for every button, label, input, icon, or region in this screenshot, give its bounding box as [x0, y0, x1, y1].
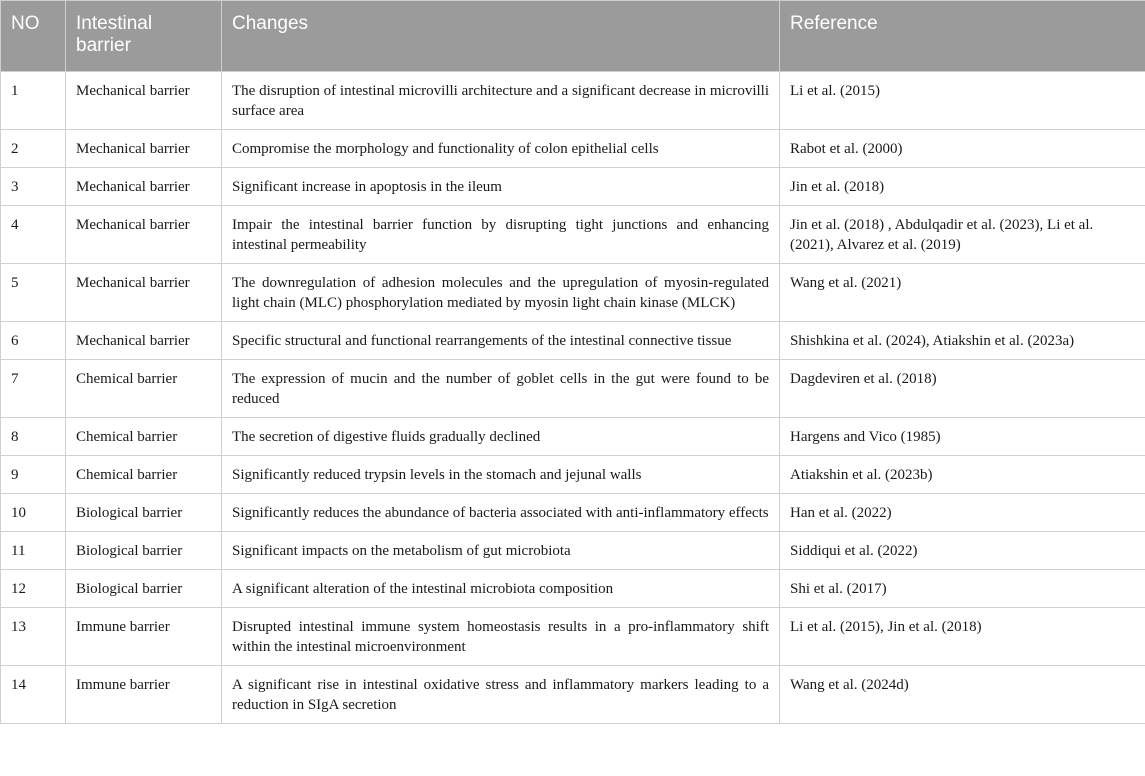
- cell-changes: Compromise the morphology and functionality of colon epithelial cells: [222, 130, 780, 168]
- cell-barrier: Chemical barrier: [66, 360, 222, 418]
- cell-changes: The expression of mucin and the number of goblet cells in the gut were found to be reduced: [222, 360, 780, 418]
- cell-changes: Impair the intestinal barrier function by disrupting tight junctions and enhancing intestinal permeability: [222, 206, 780, 264]
- cell-barrier: Mechanical barrier: [66, 130, 222, 168]
- cell-changes: Specific structural and functional rearrangements of the intestinal connective tissue: [222, 322, 780, 360]
- cell-reference: Jin et al. (2018) , Abdulqadir et al. (2023), Li et al. (2021), Alvarez et al. (2019): [780, 206, 1145, 264]
- cell-no: 10: [1, 494, 66, 532]
- cell-barrier: Mechanical barrier: [66, 206, 222, 264]
- cell-reference: Hargens and Vico (1985): [780, 418, 1145, 456]
- cell-no: 6: [1, 322, 66, 360]
- cell-changes: Significantly reduced trypsin levels in the stomach and jejunal walls: [222, 456, 780, 494]
- cell-no: 7: [1, 360, 66, 418]
- cell-changes: A significant rise in intestinal oxidative stress and inflammatory markers leading to a reduction in SIgA secretion: [222, 666, 780, 724]
- cell-reference: Wang et al. (2021): [780, 264, 1145, 322]
- table-row: [1, 532, 1145, 570]
- cell-reference: Li et al. (2015), Jin et al. (2018): [780, 608, 1145, 666]
- cell-barrier: Mechanical barrier: [66, 264, 222, 322]
- table-row: [1, 130, 1145, 168]
- cell-barrier: Immune barrier: [66, 608, 222, 666]
- cell-reference: Rabot et al. (2000): [780, 130, 1145, 168]
- table-row: [1, 570, 1145, 608]
- cell-no: 9: [1, 456, 66, 494]
- cell-no: 5: [1, 264, 66, 322]
- header-intestinal-barrier: Intestinal barrier: [66, 1, 222, 72]
- cell-reference: Shishkina et al. (2024), Atiakshin et al. (2023a): [780, 322, 1145, 360]
- cell-reference: Wang et al. (2024d): [780, 666, 1145, 724]
- table-row: [1, 168, 1145, 206]
- cell-barrier: Mechanical barrier: [66, 168, 222, 206]
- table-row: [1, 322, 1145, 360]
- cell-reference: Shi et al. (2017): [780, 570, 1145, 608]
- table-row: [1, 264, 1145, 322]
- cell-barrier: Biological barrier: [66, 570, 222, 608]
- cell-changes: Significant impacts on the metabolism of gut microbiota: [222, 532, 780, 570]
- table-row: [1, 418, 1145, 456]
- cell-changes: A significant alteration of the intestinal microbiota composition: [222, 570, 780, 608]
- table-row: [1, 494, 1145, 532]
- cell-no: 4: [1, 206, 66, 264]
- cell-changes: The downregulation of adhesion molecules and the upregulation of myosin-regulated light chain (MLC) phosphorylation mediated by myosin light chain kinase (MLCK): [222, 264, 780, 322]
- header-reference: Reference: [780, 1, 1145, 72]
- cell-changes: Significant increase in apoptosis in the ileum: [222, 168, 780, 206]
- cell-no: 3: [1, 168, 66, 206]
- cell-barrier: Mechanical barrier: [66, 322, 222, 360]
- cell-reference: Han et al. (2022): [780, 494, 1145, 532]
- cell-no: 2: [1, 130, 66, 168]
- table-row: [1, 206, 1145, 264]
- cell-no: 8: [1, 418, 66, 456]
- cell-barrier: Biological barrier: [66, 494, 222, 532]
- header-no: NO: [1, 1, 66, 72]
- cell-reference: Siddiqui et al. (2022): [780, 532, 1145, 570]
- cell-no: 12: [1, 570, 66, 608]
- table-header-row: [1, 1, 1145, 72]
- cell-changes: The disruption of intestinal microvilli architecture and a significant decrease in microvilli surface area: [222, 72, 780, 130]
- header-changes: Changes: [222, 1, 780, 72]
- cell-no: 11: [1, 532, 66, 570]
- cell-no: 14: [1, 666, 66, 724]
- table-row: [1, 608, 1145, 666]
- cell-barrier: Chemical barrier: [66, 456, 222, 494]
- cell-barrier: Immune barrier: [66, 666, 222, 724]
- cell-barrier: Chemical barrier: [66, 418, 222, 456]
- cell-reference: Atiakshin et al. (2023b): [780, 456, 1145, 494]
- cell-no: 1: [1, 72, 66, 130]
- cell-changes: Disrupted intestinal immune system homeostasis results in a pro-inflammatory shift within the intestinal microenvironment: [222, 608, 780, 666]
- cell-barrier: Mechanical barrier: [66, 72, 222, 130]
- table-row: [1, 456, 1145, 494]
- table-row: [1, 72, 1145, 130]
- table-row: [1, 360, 1145, 418]
- cell-no: 13: [1, 608, 66, 666]
- cell-reference: Dagdeviren et al. (2018): [780, 360, 1145, 418]
- cell-changes: Significantly reduces the abundance of bacteria associated with anti-inflammatory effects: [222, 494, 780, 532]
- cell-barrier: Biological barrier: [66, 532, 222, 570]
- cell-reference: Jin et al. (2018): [780, 168, 1145, 206]
- cell-changes: The secretion of digestive fluids gradually declined: [222, 418, 780, 456]
- table-row: [1, 666, 1145, 724]
- cell-reference: Li et al. (2015): [780, 72, 1145, 130]
